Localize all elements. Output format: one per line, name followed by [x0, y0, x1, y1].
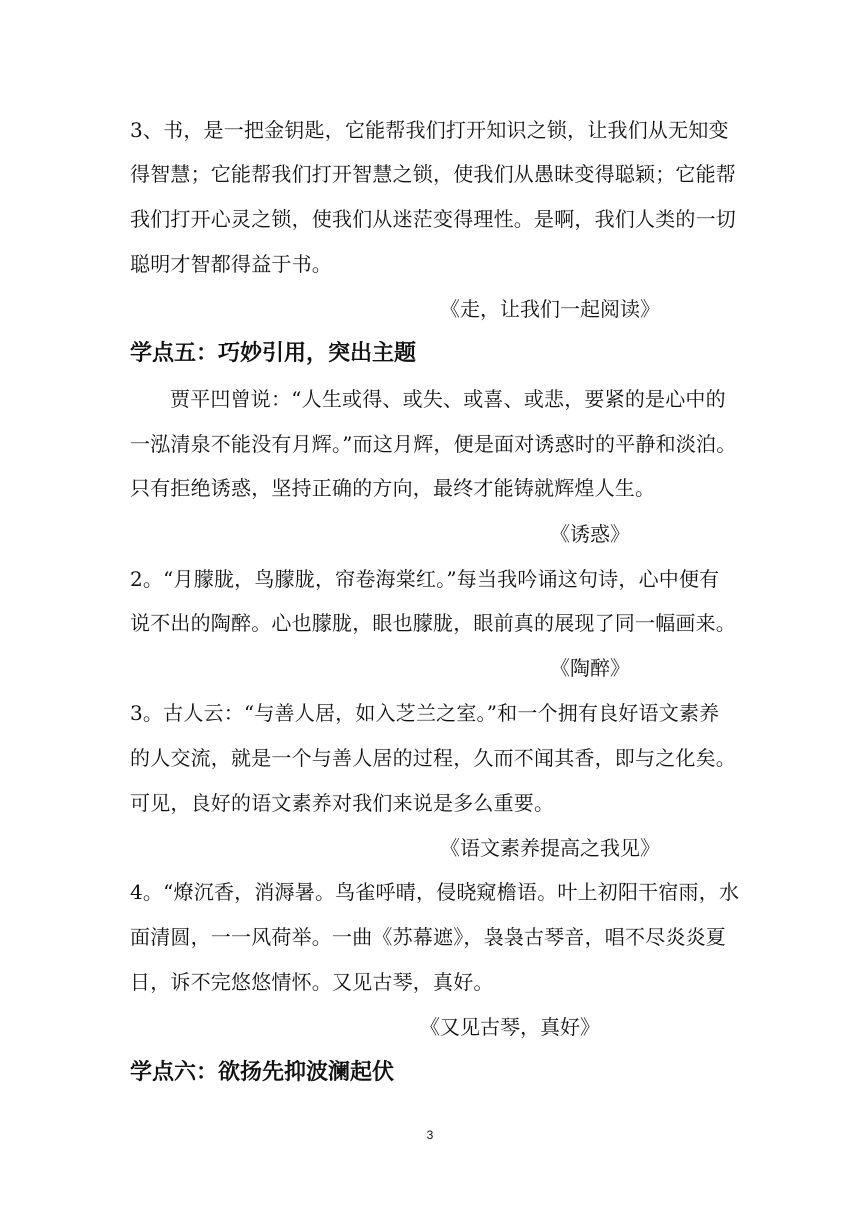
source-title: 《走，让我们一起阅读》: [440, 297, 660, 321]
page-number: 3: [426, 1128, 434, 1142]
section-heading: 学点六：欲扬先抑波澜起伏: [130, 1060, 395, 1085]
paragraph-line: 3。古人云：“与善人居，如入芝兰之室。”和一个拥有良好语文素养: [130, 701, 720, 725]
paragraph-line: 贾平凹曾说：“人生或得、或失、或喜、或悲，要紧的是心中的: [170, 387, 726, 411]
paragraph-line: 只有拒绝诱惑，坚持正确的方向，最终才能铸就辉煌人生。: [130, 476, 656, 500]
paragraph-line: 可见，良好的语文素养对我们来说是多么重要。: [130, 791, 555, 815]
paragraph-line: 面清圆，一一风荷举。一曲《苏幕遮》，袅袅古琴音，唱不尽炎炎夏: [130, 925, 726, 949]
source-title: 《又见古琴，真好》: [420, 1015, 600, 1039]
paragraph-line: 4。“燎沉香，消溽暑。鸟雀呼晴，侵晓窥檐语。叶上初阳干宿雨，水: [130, 880, 740, 904]
paragraph-line: 2。“月朦胧，鸟朦胧，帘卷海棠红。”每当我吟诵这句诗，心中便有: [130, 567, 720, 591]
paragraph-line: 一泓清泉不能没有月辉。”而这月辉，便是面对诱惑时的平静和淡泊。: [130, 432, 737, 456]
section-heading: 学点五：巧妙引用，突出主题: [130, 341, 417, 366]
paragraph-line: 我们打开心灵之锁，使我们从迷茫变得理性。是啊，我们人类的一切: [130, 207, 736, 231]
paragraph-line: 3、书，是一把金钥匙，它能帮我们打开知识之锁，让我们从无知变: [130, 118, 729, 142]
source-title: 《诱惑》: [550, 522, 630, 546]
paragraph-line: 日，诉不完悠悠情怀。又见古琴，真好。: [130, 970, 494, 994]
source-title: 《语文素养提高之我见》: [440, 836, 660, 860]
paragraph-line: 说不出的陶醉。心也朦胧，眼也朦胧，眼前真的展现了同一幅画来。: [130, 611, 736, 635]
source-title: 《陶醉》: [550, 656, 630, 680]
paragraph-line: 的人交流，就是一个与善人居的过程，久而不闻其香，即与之化矣。: [130, 746, 736, 770]
paragraph-line: 得智慧；它能帮我们打开智慧之锁，使我们从愚昧变得聪颖；它能帮: [130, 162, 736, 186]
paragraph-line: 聪明才智都得益于书。: [130, 252, 332, 276]
